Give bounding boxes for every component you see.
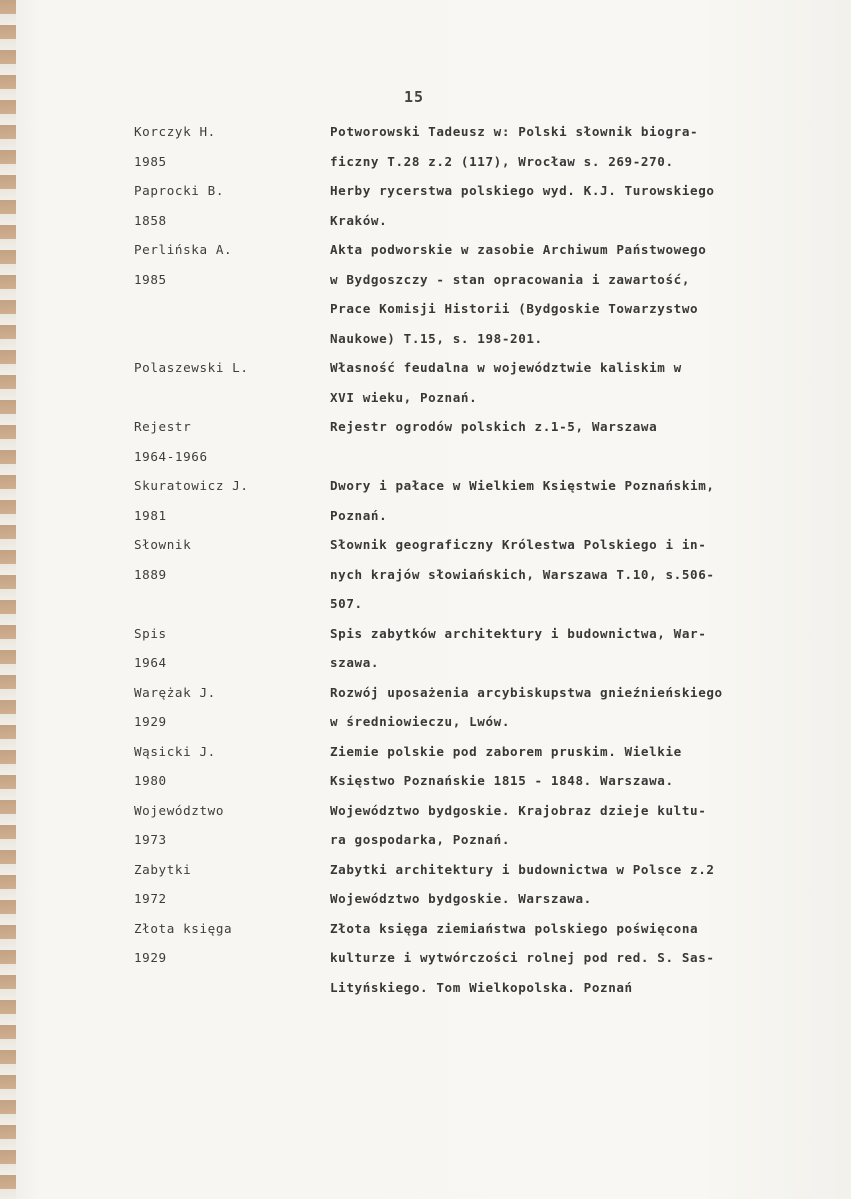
entry-text-line: Księstwo Poznańskie 1815 - 1848. Warszawa. — [330, 773, 674, 788]
entry-year: 1985 — [134, 153, 167, 169]
entry-text-line: Ziemie polskie pod zaborem pruskim. Wielkie — [330, 743, 682, 759]
entry-author: Słownik — [134, 537, 192, 552]
entry-text-line: Złota księga ziemiaństwa polskiego poświęcona — [330, 920, 699, 936]
entry-text-line: Województwo bydgoskie. Krajobraz dzieje kultu- — [330, 802, 707, 818]
entry-author: Województwo — [134, 802, 225, 818]
entry-text-line: Poznań. — [330, 507, 388, 523]
entry-text-line: Dwory i pałace w Wielkiem Księstwie Poznańskim, — [330, 478, 715, 493]
entry-year: 1964 — [134, 655, 167, 670]
entry-text-line: Akta podworskie w zasobie Archiwum Państwowego — [330, 242, 707, 257]
entry-text-line: Własność feudalna w województwie kaliskim w — [330, 360, 682, 375]
entry-text-line: w średniowieczu, Lwów. — [330, 714, 511, 729]
entry-text-line: Spis zabytków architektury i budownictwa, War- — [330, 625, 707, 641]
page-number: 15 — [404, 88, 425, 106]
entry-year: 1985 — [134, 271, 167, 287]
entry-text-line: ra gospodarka, Poznań. — [330, 832, 511, 847]
entry-text-line: Lityńskiego. Tom Wielkopolska. Poznań — [330, 979, 633, 995]
entry-text-line: Prace Komisji Historii (Bydgoskie Towarzystwo — [330, 301, 699, 316]
entry-author: Spis — [134, 625, 167, 641]
entry-text-line: Słownik geograficzny Królestwa Polskiego i in- — [330, 537, 707, 552]
entry-text-line: Zabytki architektury i budownictwa w Polsce z.2 — [330, 861, 715, 877]
entry-year: 1980 — [134, 773, 167, 788]
entry-author: Korczyk H. — [134, 124, 216, 139]
entry-year: 1972 — [134, 891, 167, 906]
entry-year: 1858 — [134, 212, 167, 228]
entry-author: Zabytki — [134, 861, 192, 877]
entry-text-line: Naukowe) T.15, s. 198-201. — [330, 330, 543, 346]
entry-author: Paprocki B. — [134, 183, 225, 198]
entry-text-line: Herby rycerstwa polskiego wyd. K.J. Turowskiego — [330, 183, 715, 198]
entry-author: Perlińska A. — [134, 242, 233, 257]
entry-author: Warężak J. — [134, 684, 216, 700]
entry-year: 1964-1966 — [134, 448, 208, 464]
entry-text-line: kulturze i wytwórczości rolnej pod red. S. Sas- — [330, 950, 715, 965]
entry-author: Rejestr — [134, 419, 192, 434]
entry-year: 1929 — [134, 714, 167, 729]
entry-author: Skuratowicz J. — [134, 478, 249, 493]
entry-author: Złota księga — [134, 920, 233, 936]
entry-year: 1973 — [134, 832, 167, 847]
entry-text-line: szawa. — [330, 655, 380, 670]
entry-text-line: w Bydgoszczy - stan opracowania i zawartość, — [330, 271, 691, 287]
entry-text-line: nych krajów słowiańskich, Warszawa T.10, s.506- — [330, 566, 715, 582]
entry-text-line: Kraków. — [330, 212, 388, 228]
entry-year: 1929 — [134, 950, 167, 965]
entry-year: 1981 — [134, 507, 167, 523]
entry-text-line: ficzny T.28 z.2 (117), Wrocław s. 269-270. — [330, 153, 674, 169]
entry-text-line: Rozwój uposażenia arcybiskupstwa gnieźnieńskiego — [330, 684, 723, 700]
entry-text-line: Województwo bydgoskie. Warszawa. — [330, 891, 592, 906]
entry-year: 1889 — [134, 566, 167, 582]
entry-text-line: XVI wieku, Poznań. — [330, 389, 478, 405]
entry-text-line: Potworowski Tadeusz w: Polski słownik biogra- — [330, 124, 699, 139]
entry-text-line: 507. — [330, 596, 363, 611]
entry-author: Wąsicki J. — [134, 743, 216, 759]
entry-author: Polaszewski L. — [134, 360, 249, 375]
entry-text-line: Rejestr ogrodów polskich z.1-5, Warszawa — [330, 419, 658, 434]
